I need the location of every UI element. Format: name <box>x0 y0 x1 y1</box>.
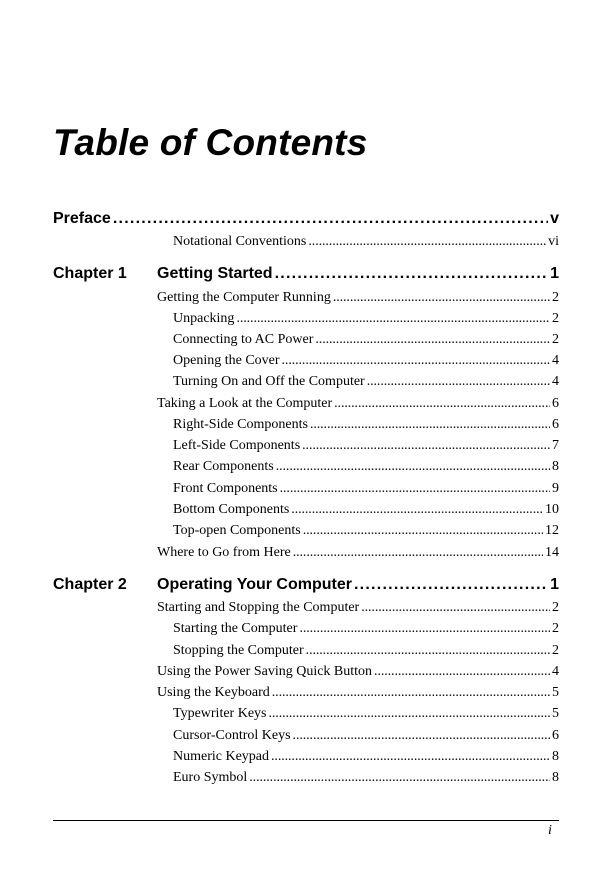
toc-entry-label: Rear Components <box>173 459 274 474</box>
toc-entry-label: Using the Power Saving Quick Button <box>157 664 373 679</box>
dot-leader <box>276 459 550 475</box>
toc-entry <box>173 374 559 390</box>
dot-leader <box>303 523 543 539</box>
toc-entry-page: vi <box>548 234 559 249</box>
dot-leader <box>374 664 550 680</box>
toc-entry <box>173 417 559 433</box>
toc-entry-page: 5 <box>552 685 559 700</box>
dot-leader <box>293 728 550 744</box>
dot-leader <box>333 290 550 306</box>
toc-entry <box>173 770 559 786</box>
toc-entry-label: Bottom Components <box>173 502 290 517</box>
dot-leader <box>302 438 550 454</box>
toc-entry <box>173 332 559 348</box>
toc-entry <box>173 523 559 539</box>
toc-entry-page: 4 <box>552 374 559 389</box>
toc-entry <box>173 621 559 637</box>
toc-entry <box>173 311 559 327</box>
toc-entry-label: Notational Conventions <box>173 234 307 249</box>
toc-entry <box>157 685 559 701</box>
toc-entry-page: 2 <box>552 600 559 615</box>
toc-entry-label: Taking a Look at the Computer <box>157 396 333 411</box>
toc-entry-label: Typewriter Keys <box>173 706 267 721</box>
toc-entry-page: 8 <box>552 459 559 474</box>
toc-entry <box>173 438 559 454</box>
dot-leader <box>282 353 550 369</box>
toc-entry <box>173 643 559 659</box>
chapter-label: Chapter 2 <box>53 576 127 593</box>
toc-entry <box>173 502 559 518</box>
toc-entry-page: 8 <box>552 749 559 764</box>
toc-entry-page: 4 <box>552 664 559 679</box>
dot-leader <box>269 706 551 722</box>
toc-entry-label: Front Components <box>173 481 278 496</box>
dot-leader <box>310 417 550 433</box>
dot-leader <box>271 749 550 765</box>
toc-heading-page: 1 <box>550 265 559 282</box>
toc-heading-preface <box>53 210 559 228</box>
dot-leader <box>367 374 550 390</box>
toc-entry-page: 10 <box>545 502 559 517</box>
toc-entry-page: 6 <box>552 417 559 432</box>
dot-leader <box>293 545 543 561</box>
toc-entry <box>157 600 559 616</box>
dot-leader <box>308 234 546 250</box>
dot-leader <box>236 311 550 327</box>
toc-entry-label: Turning On and Off the Computer <box>173 374 365 389</box>
toc-entry <box>173 749 559 765</box>
toc-entry <box>157 545 559 561</box>
dot-leader <box>249 770 550 786</box>
toc-entry-label: Getting the Computer Running <box>157 290 331 305</box>
dot-leader <box>354 576 548 594</box>
toc-entry-page: 2 <box>552 290 559 305</box>
toc-entry-label: Cursor-Control Keys <box>173 728 291 743</box>
toc-entry-label: Using the Keyboard <box>157 685 270 700</box>
toc-entry <box>173 481 559 497</box>
toc-entry-label: Opening the Cover <box>173 353 280 368</box>
toc-heading-chapter-1 <box>157 265 559 283</box>
page-number: i <box>548 823 552 838</box>
toc-entry-page: 6 <box>552 728 559 743</box>
toc-entry <box>157 664 559 680</box>
dot-leader <box>334 396 550 412</box>
footer-rule <box>53 820 559 821</box>
toc-heading-chapter-2 <box>157 576 559 594</box>
toc-heading-label: Getting Started <box>157 265 273 282</box>
toc-entry <box>173 706 559 722</box>
dot-leader <box>272 685 550 701</box>
toc-entry <box>157 290 559 306</box>
toc-entry <box>173 234 559 250</box>
toc-entry-label: Right-Side Components <box>173 417 308 432</box>
dot-leader <box>280 481 550 497</box>
toc-entry-page: 14 <box>545 545 559 560</box>
toc-heading-page: v <box>550 210 559 227</box>
toc-heading-label: Preface <box>53 210 111 227</box>
toc-entry <box>173 728 559 744</box>
toc-entry-page: 2 <box>552 311 559 326</box>
dot-leader <box>291 502 543 518</box>
dot-leader <box>113 210 548 228</box>
toc-entry-label: Top-open Components <box>173 523 301 538</box>
toc-entry <box>157 396 559 412</box>
toc-heading-page: 1 <box>550 576 559 593</box>
page-title: Table of Contents <box>53 122 368 163</box>
dot-leader <box>299 621 550 637</box>
toc-heading-label: Operating Your Computer <box>157 576 352 593</box>
toc-entry-page: 2 <box>552 643 559 658</box>
dot-leader <box>306 643 550 659</box>
toc-entry-page: 8 <box>552 770 559 785</box>
toc-entry-label: Stopping the Computer <box>173 643 304 658</box>
toc-entry-label: Starting and Stopping the Computer <box>157 600 360 615</box>
toc-entry-page: 2 <box>552 332 559 347</box>
toc-entry-page: 7 <box>552 438 559 453</box>
toc-entry-label: Connecting to AC Power <box>173 332 314 347</box>
toc-entry-page: 5 <box>552 706 559 721</box>
toc-entry <box>173 353 559 369</box>
toc-entry-page: 4 <box>552 353 559 368</box>
chapter-label: Chapter 1 <box>53 265 127 282</box>
toc-entry-page: 9 <box>552 481 559 496</box>
dot-leader <box>361 600 550 616</box>
dot-leader <box>275 265 549 283</box>
toc-entry-page: 12 <box>545 523 559 538</box>
toc-entry-label: Starting the Computer <box>173 621 298 636</box>
toc-entry-label: Left-Side Components <box>173 438 301 453</box>
dot-leader <box>315 332 550 348</box>
toc-entry-page: 2 <box>552 621 559 636</box>
toc-entry-label: Euro Symbol <box>173 770 248 785</box>
toc-entry-page: 6 <box>552 396 559 411</box>
toc-entry-label: Where to Go from Here <box>157 545 291 560</box>
toc-entry-label: Numeric Keypad <box>173 749 270 764</box>
toc-entry-label: Unpacking <box>173 311 235 326</box>
toc-entry <box>173 459 559 475</box>
